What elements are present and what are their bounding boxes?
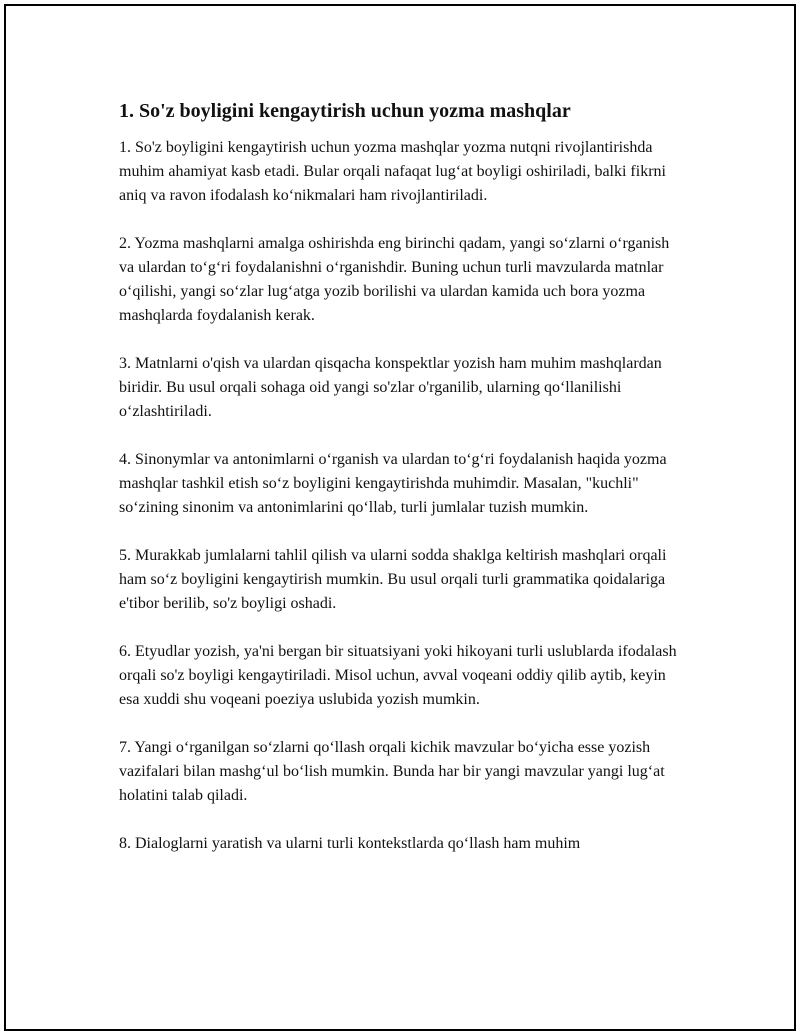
- paragraph-4: 4. Sinonymlar va antonimlarni o‘rganish va ulardan to‘g‘ri foydalanish haqida yozma mashqlar tashkil etish so‘z boyligini kengaytirishda muhimdir. Masalan, "kuchli" so‘zining sinonim va antonimlarini qo‘llab, turli jumlalar tuzish mumkin.: [119, 451, 667, 516]
- document-body: [119, 98, 679, 880]
- paragraph-7: 7. Yangi o‘rganilgan so‘zlarni qo‘llash orqali kichik mavzular bo‘yicha esse yozish vazifalari bilan mashg‘ul bo‘lish mumkin. Bunda har bir yangi mavzular yangi lug‘at holatini talab qiladi.: [119, 739, 665, 804]
- paragraph-6: 6. Etyudlar yozish, ya'ni bergan bir situatsiyani yoki hikoyani turli uslublarda ifodalash orqali so'z boyligi kengaytiriladi. Misol uchun, avval voqeani oddiy qilib aytib, keyin esa xuddi shu voqeani poeziya uslubida yozish mumkin.: [119, 643, 677, 708]
- paragraph-2: 2. Yozma mashqlarni amalga oshirishda eng birinchi qadam, yangi so‘zlarni o‘rganish va ulardan to‘g‘ri foydalanishni o‘rganishdir. Buning uchun turli mavzularda matnlar o‘qilishi, yangi so‘zlar lug‘atga yozib borilishi va ulardan kamida uch bora yozma mashqlarda foydalanish kerak.: [119, 235, 670, 324]
- paragraph-1: 1. So'z boyligini kengaytirish uchun yozma mashqlar yozma nutqni rivojlantirishda muhim ahamiyat kasb etadi. Bular orqali nafaqat lug‘at boyligi oshiriladi, balki fikrni aniq va ravon ifodalash ko‘nikmalari ham rivojlantiriladi.: [119, 139, 666, 204]
- paragraph-3: 3. Matnlarni o'qish va ulardan qisqacha konspektlar yozish ham muhim mashqlardan biridir. Bu usul orqali sohaga oid yangi so'zlar o'rganilib, ularning qo‘llanilishi o‘zlashtiriladi.: [119, 355, 662, 420]
- paragraph-5: 5. Murakkab jumlalarni tahlil qilish va ularni sodda shaklga keltirish mashqlari orqali ham so‘z boyligini kengaytirish mumkin. Bu usul orqali turli grammatika qoidalariga e'tibor berilib, so'z boyligi oshadi.: [119, 547, 667, 612]
- paragraph-8: 8. Dialoglarni yaratish va ularni turli kontekstlarda qo‘llash ham muhim: [119, 835, 581, 852]
- document-page: [4, 4, 796, 1031]
- document-title: 1. So'z boyligini kengaytirish uchun yozma mashqlar: [119, 100, 571, 122]
